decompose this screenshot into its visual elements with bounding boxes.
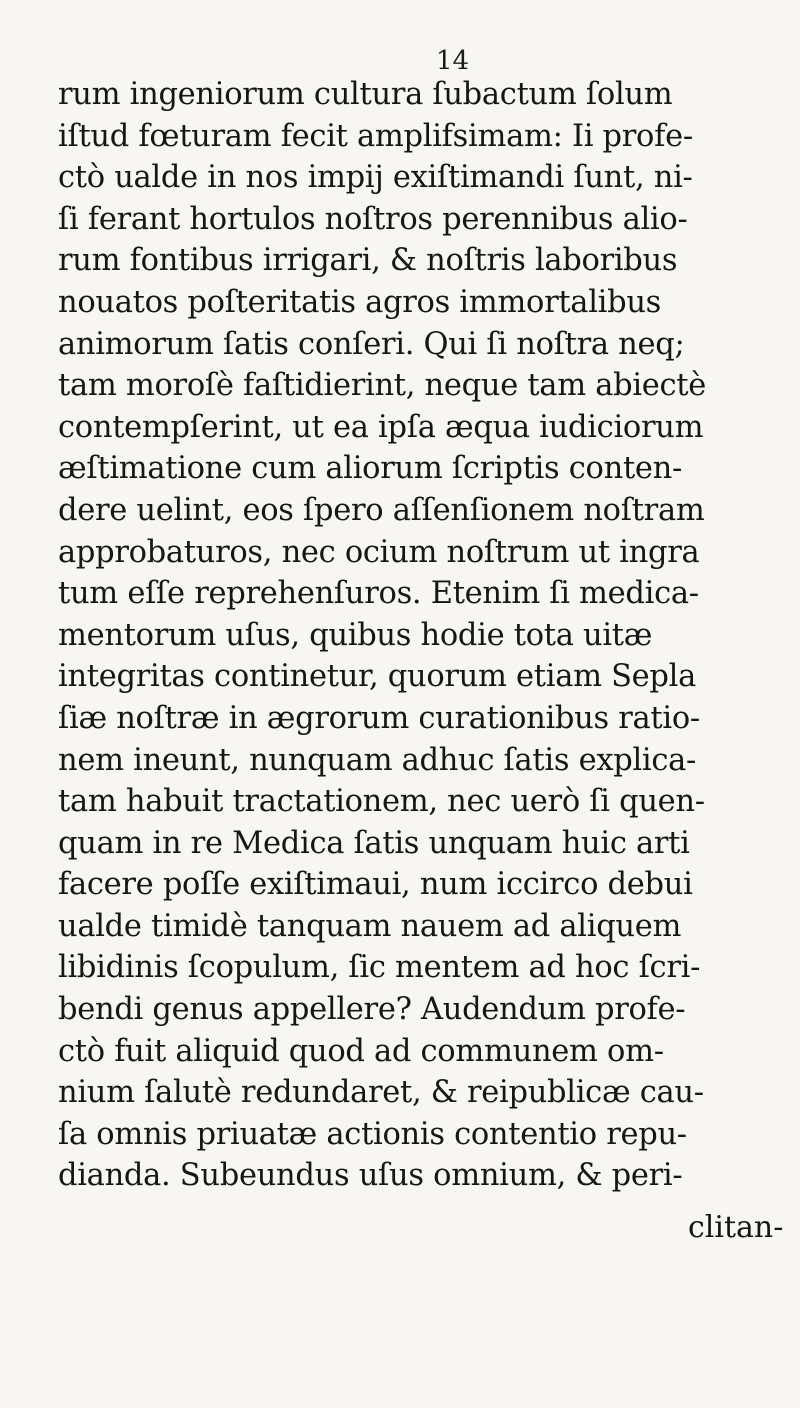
page-number: 14 xyxy=(436,46,470,76)
text-line: contempſerint, ut ea ipſa æqua iudiciorum xyxy=(58,409,704,445)
text-line: ſiæ noſtræ in ægrorum curationibus ratio- xyxy=(58,700,700,736)
text-line: tum eſſe reprehenſuros. Etenim ſi medica- xyxy=(58,576,699,612)
text-line: rum fontibus irrigari, & noſtris laboribus xyxy=(58,243,678,279)
text-line: bendi genus appellere? Audendum profe- xyxy=(58,992,686,1028)
text-line: rum ingeniorum cultura ſubactum ſolum xyxy=(58,77,673,112)
text-line: nem ineunt, nunquam adhuc ſatis explica- xyxy=(58,742,697,778)
text-line: integritas continetur, quorum etiam Sepla xyxy=(58,659,696,695)
text-line: iſtud fœturam fecit amplifsimam: Ii profe- xyxy=(58,118,693,154)
text-line: ctò fuit aliquid quod ad communem om- xyxy=(58,1033,664,1069)
body-text xyxy=(58,74,776,1197)
text-line: tam moroſè faſtidierint, neque tam abiectè xyxy=(58,368,707,404)
text-line: ualde timidè tanquam nauem ad aliquem xyxy=(58,908,682,944)
text-line: facere poſſe exiſtimaui, num iccirco debui xyxy=(58,867,693,903)
text-line: dere uelint, eos ſpero aſſenſionem noſtram xyxy=(58,492,705,528)
text-line: nium ſalutè redundaret, & reipublicæ cau- xyxy=(58,1075,704,1111)
catchword: clitan- xyxy=(688,1210,784,1245)
text-line: quam in re Medica ſatis unquam huic arti xyxy=(58,825,690,861)
text-line: ſi ferant hortulos noſtros perennibus alio- xyxy=(58,201,688,237)
text-line: ſa omnis priuatæ actionis contentio repu- xyxy=(58,1116,687,1152)
text-line: tam habuit tractationem, nec uerò ſi quen- xyxy=(58,784,705,820)
text-line: dianda. Subeundus uſus omnium, & peri- xyxy=(58,1158,683,1194)
text-line: ctò ualde in nos impij exiſtimandi ſunt, ni- xyxy=(58,160,693,196)
text-line: mentorum uſus, quibus hodie tota uitæ xyxy=(58,617,653,653)
text-line: animorum ſatis conſeri. Qui ſi noſtra neq; xyxy=(58,326,685,362)
text-line: libidinis ſcopulum, ſic mentem ad hoc ſcri- xyxy=(58,950,701,986)
text-line: nouatos poſteritatis agros immortalibus xyxy=(58,284,662,320)
text-line: approbaturos, nec ocium noſtrum ut ingra xyxy=(58,534,700,570)
text-line: æſtimatione cum aliorum ſcriptis conten- xyxy=(58,451,683,487)
